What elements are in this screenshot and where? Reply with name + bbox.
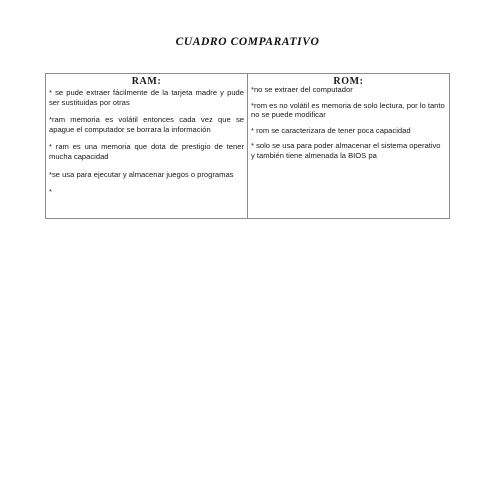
ram-item: * ram es una memoria que dota de prestigio de tener mucha capacidad bbox=[49, 142, 244, 161]
rom-item: * rom se caracterizara de tener poca capacidad bbox=[251, 125, 411, 135]
ram-column bbox=[46, 74, 248, 218]
rom-column-header: ROM: bbox=[333, 76, 364, 87]
rom-item: *no se extraer del computador bbox=[251, 85, 353, 94]
rom-item: *rom es no volátil es memoria de solo lectura, por lo tanto no se puede modificar bbox=[251, 100, 445, 120]
ram-item: * bbox=[49, 187, 52, 197]
ram-column-header: RAM: bbox=[131, 76, 162, 87]
ram-item: * se pude extraer fácilmente de la tarjeta madre y pude ser sustituidas por otras bbox=[49, 88, 244, 107]
comparison-table bbox=[45, 73, 450, 219]
ram-item: *ram memoria es volátil entonces cada vez que se apague el computador se borrara la información bbox=[49, 115, 244, 134]
page-title: CUADRO COMPARATIVO bbox=[175, 36, 320, 48]
rom-column bbox=[248, 74, 449, 218]
rom-item: * solo se usa para poder almacenar el sistema operativo y también tiene almenada la BIOS pa bbox=[251, 141, 441, 160]
ram-item: *se usa para ejecutar y almacenar juegos o programas bbox=[49, 169, 234, 179]
